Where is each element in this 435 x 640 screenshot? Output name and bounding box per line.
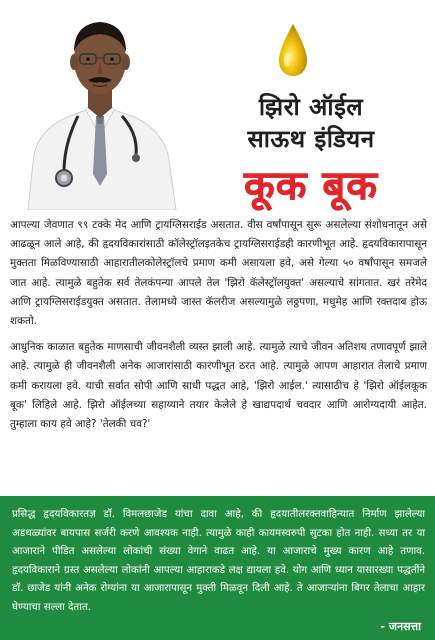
title-line-1: झिरो ऑईल xyxy=(258,93,364,121)
quote-text: प्रसिद्ध हृदयविकारतज्ञ डॉ. विमलछाजेड यांचा दावा आहे, की हृदयातीलरक्तवाहिन्यात निर्माण झालेल्या अडथळ्यांवर बायपास सर्जरी करणे आवश्यक नाही. त्यामुळे काही कायमस्वरुपी सुटका होत नाही. सध्या तर या आजाराने पीडित असलेल्या लोकांची संख्या वेगाने वाढत आहे. या आजाराचे मुख्य कारण आहे तणाव. हृदयविकाराने ग्रस्त असलेल्या लोकांनी आपल्या आहाराकडे लक्ष द्यायला हवे. योग आणि ध्यान यासारख्या पद्धतींने डॉ. छाजेड यांनी अनेक रोग्यांना या आजारापासून मुक्ती मिळवून दिली आहे. ते आजाऱ्यांना बिगर तेलाचा आहार घेण्याचा सल्ला देतात. xyxy=(12,509,425,613)
title-line-3: कूक बूक xyxy=(244,163,378,209)
title-line-2: साऊथ इंडियन xyxy=(247,125,375,153)
quote-source: - जनसत्ता xyxy=(380,620,421,633)
paragraph-1: आपल्या जेवणात ९९ टक्के मेद आणि ट्रायग्लिसराईड असतात. वीस वर्षांपासून सुरू असलेल्या संशोधनातून असे आढळून आले आहे, की हृदयविकारांसाठी कॉलेस्ट्रॉलइतकेच ट्रायग्लिसराईडही कारणीभूत आहे. हृदयविकारापासून मुक्तता मिळविण्यासाठी आहारातीलकोलेस्ट्रॉलचे प्रमाण कमी असायला हवे, असे गेल्या ५० वर्षांपासून समजले जात आहे. त्यामुळे बहुतेक सर्व तेलकंपन्या आपले तेल 'झिरो कॅलेस्ट्रॉलयुक्त' असल्याचे सांगतात. खरं तरेमेद आणि ट्रायग्लिसराईडयुक्त असतात. तेलामध्ये जास्त कॅलरीज असल्यामुळे लठ्ठपणा, मधुमेह आणि रक्तदाब होऊ शकतो. xyxy=(10,219,427,328)
quote-box xyxy=(0,496,435,640)
doctor-portrait xyxy=(20,4,180,210)
oil-drop-icon xyxy=(276,22,310,78)
paragraph-2: आधुनिक काळात बहुतेक माणसाची जीवनशैली व्यस्त झाली आहे. त्यामुळे त्याचे जीवन अतिशय तणावपूर्ण झाले आहे. त्यामुळे ही जीवनशैली अनेक आजारांसाठी कारणीभूत ठरत आहे. त्यामुळे आपण आहारात तेलाचे प्रमाण कमी करायला हवे. याची सर्वात सोपी आणि साधी पद्धत आहे, 'झिरो आईल.' त्यासाठीच हे 'झिरो ऑईलकूक बूक' लिहिले आहे. झिरो ऑईलच्या सहाय्याने तयार केलेले हे खाद्यपदार्थ चवदार आणि आरोग्यदायी आहेत. तुम्हाला काय हवे आहे? 'तेलकी चव?' xyxy=(10,341,427,431)
body-text xyxy=(10,216,427,441)
header xyxy=(0,0,435,214)
